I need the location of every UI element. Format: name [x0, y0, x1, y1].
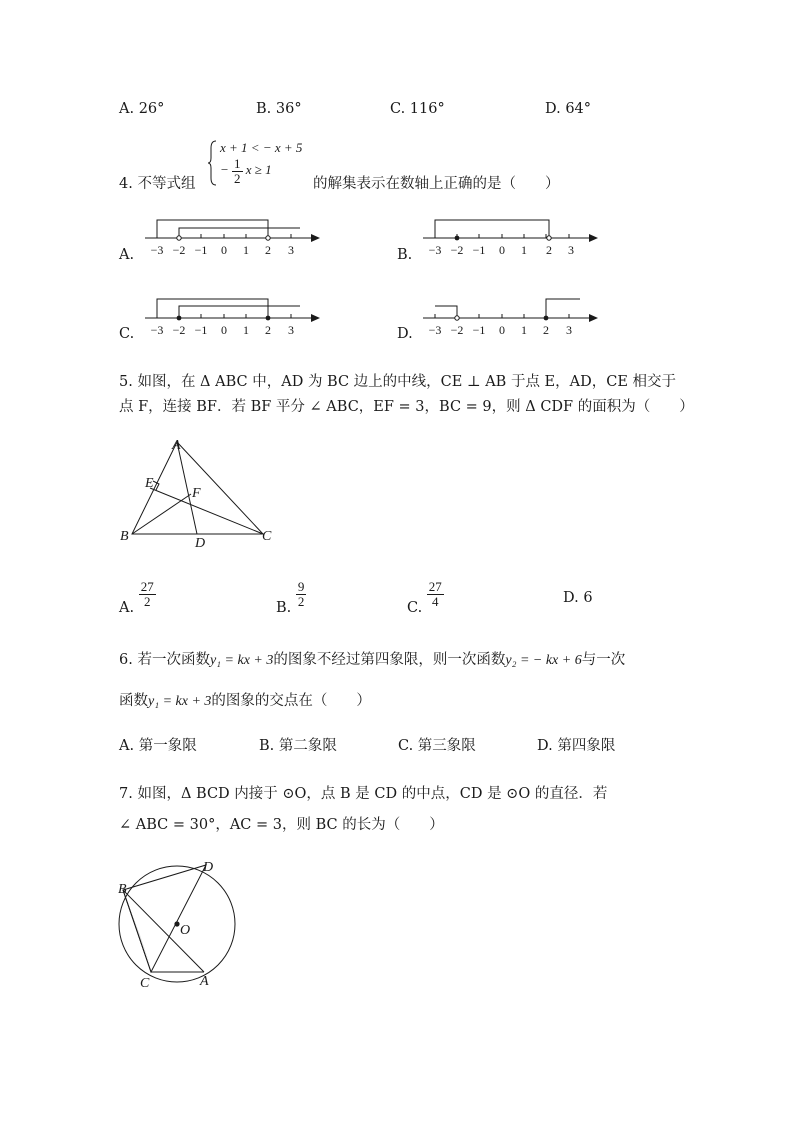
q6-line-1: 6. 若一次函数y₁ = kx + 3的图象不经过第四象限，则一次函数y₂ = − kx + 6与一次 [119, 652, 626, 668]
function-y2: y₂ = − kx + 6 [505, 653, 582, 668]
svg-text:−3: −3 [428, 243, 442, 257]
number-line-d[interactable] [418, 292, 603, 340]
q4-suffix: 的解集表示在数轴上正确的是（ ） [313, 176, 560, 192]
q3-option-b[interactable]: B. 36° [256, 101, 302, 117]
svg-text:3: 3 [566, 323, 572, 337]
label-c: C [140, 976, 150, 991]
q6-option-c[interactable]: C. 第三象限 [398, 738, 476, 754]
q5-triangle-figure [115, 432, 285, 552]
label-d: D [195, 536, 206, 551]
svg-text:0: 0 [499, 243, 505, 257]
q5-line-1: 5. 如图，在 Δ ABC 中，AD 为 BC 边上的中线，CE ⊥ AB 于点 E，AD，CE 相交于 [119, 374, 677, 390]
label-a: A [172, 438, 181, 453]
svg-text:1: 1 [521, 323, 527, 337]
svg-text:3: 3 [288, 243, 294, 257]
svg-text:0: 0 [221, 243, 227, 257]
label-b: B [118, 882, 127, 897]
svg-text:3: 3 [568, 243, 574, 257]
q4-option-d-label[interactable]: D. [397, 326, 413, 342]
q6-line-2: 函数y₁ = kx + 3的图象的交点在（ ） [119, 693, 371, 709]
q6-option-b[interactable]: B. 第二象限 [259, 738, 337, 754]
q4-option-b-label[interactable]: B. [397, 247, 413, 263]
q4-prefix: 4. 不等式组 [119, 176, 196, 192]
q4-option-a-label[interactable]: A. [119, 247, 135, 263]
svg-text:2: 2 [543, 323, 549, 337]
label-e: E [145, 476, 154, 491]
label-d: D [203, 860, 214, 875]
svg-text:−3: −3 [428, 323, 442, 337]
label-a: A [200, 974, 209, 989]
svg-text:0: 0 [221, 323, 227, 337]
q5-option-b[interactable]: B. $\frac{9}{2}$ [276, 579, 305, 617]
svg-text:0: 0 [499, 323, 505, 337]
svg-text:2: 2 [265, 323, 271, 337]
q3-option-d[interactable]: D. 64° [545, 101, 592, 117]
svg-text:1: 1 [243, 323, 249, 337]
q6-option-d[interactable]: D. 第四象限 [537, 738, 616, 754]
svg-text:−1: −1 [472, 323, 486, 337]
svg-text:1: 1 [521, 243, 527, 257]
center-point [174, 921, 179, 926]
q6-option-a[interactable]: A. 第一象限 [119, 738, 197, 754]
q3-option-a[interactable]: A. 26° [119, 101, 165, 117]
svg-text:−1: −1 [194, 323, 208, 337]
svg-text:3: 3 [288, 323, 294, 337]
svg-text:−1: −1 [194, 243, 208, 257]
number-line-a[interactable] [140, 212, 325, 260]
q5-line-2: 点 F，连接 BF．若 BF 平分 ∠ ABC，EF = 3，BC = 9，则 Δ CDF 的面积为（ ） [119, 399, 694, 415]
inequality-2: − $\frac{1}{2}$ x ≥ 1 [220, 156, 272, 186]
svg-text:2: 2 [546, 243, 552, 257]
q3-option-c[interactable]: C. 116° [390, 101, 445, 117]
svg-text:2: 2 [265, 243, 271, 257]
label-o: O [180, 923, 191, 938]
svg-text:−2: −2 [450, 323, 464, 337]
svg-text:−2: −2 [172, 243, 186, 257]
function-y1: y₁ = kx + 3 [209, 653, 274, 668]
number-line-c[interactable] [140, 292, 325, 340]
svg-text:−3: −3 [150, 323, 164, 337]
q7-line-2: ∠ ABC = 30°，AC = 3，则 BC 的长为（ ） [119, 817, 444, 833]
q5-option-d[interactable]: D. 6 [563, 590, 593, 606]
svg-text:−2: −2 [450, 243, 464, 257]
inequality-1: x + 1 < − x + 5 [220, 140, 303, 155]
label-c: C [262, 529, 272, 544]
number-line-b[interactable] [418, 212, 603, 260]
label-f: F [192, 486, 201, 501]
svg-text:−2: −2 [172, 323, 186, 337]
svg-text:−1: −1 [472, 243, 486, 257]
q5-option-a[interactable]: A. $\frac{27}{2}$ [119, 579, 154, 617]
q4-option-c-label[interactable]: C. [119, 326, 135, 342]
svg-text:−3: −3 [150, 243, 164, 257]
q5-option-c[interactable]: C. $\frac{27}{4}$ [407, 579, 442, 617]
system-brace [208, 140, 218, 186]
function-y1-repeat: y₁ = kx + 3 [148, 694, 212, 709]
q7-circle-figure [112, 853, 247, 991]
label-b: B [120, 529, 129, 544]
q7-line-1: 7. 如图，Δ BCD 内接于 ⊙O，点 B 是 CD 的中点，CD 是 ⊙O 的直径．若 [119, 786, 608, 802]
svg-text:1: 1 [243, 243, 249, 257]
